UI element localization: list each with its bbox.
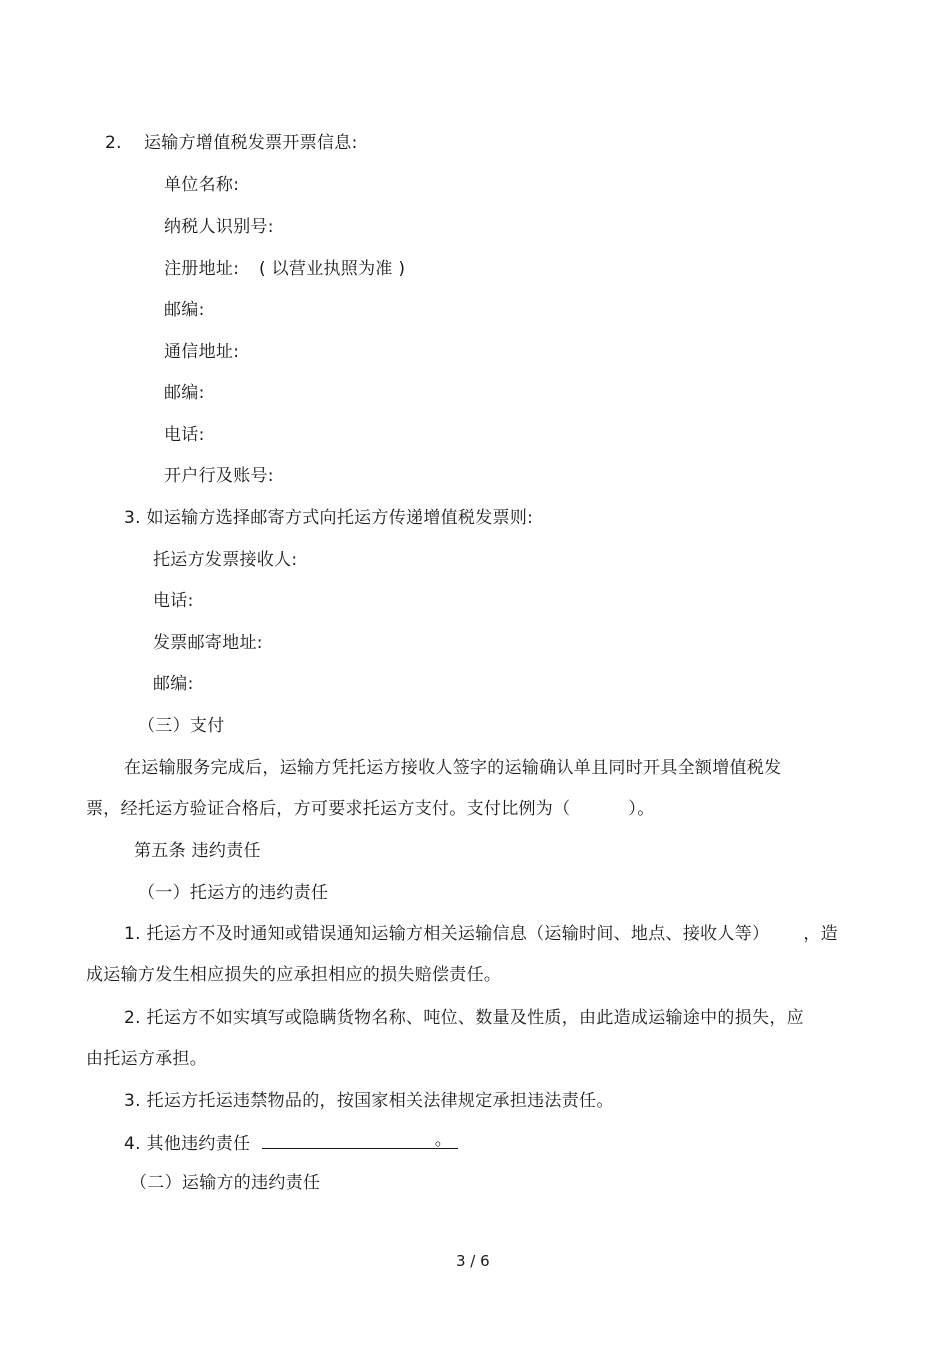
section2-heading-line [105,131,358,155]
article5-item2-line1: 2. 托运方不如实填写或隐瞒货物名称、吨位、数量及性质，由此造成运输途中的损失，应 [124,1008,804,1028]
field-postcode-1: 邮编: [164,300,205,320]
article5-sub1-heading: （一）托运方的违约责任 [138,883,329,903]
field-taxpayer-id: 纳税人识别号: [164,217,274,237]
payment-heading: （三）支付 [138,716,225,736]
article5-item4-line [124,1130,458,1156]
payment-para-line2-end: ）。 [628,799,655,819]
field-bank-account: 开户行及账号: [164,466,274,486]
section2-heading: 运输方增值税发票开票信息: [144,133,358,153]
registered-address-note: ( 以营业执照为准 ) [258,259,406,279]
field-recipient-phone: 电话: [153,591,194,611]
article5-item4-text: 4. 其他违约责任 [124,1134,251,1154]
article5-item3: 3. 托运方托运违禁物品的，按国家相关法律规定承担违法责任。 [124,1091,614,1111]
article5-item1-end: ，造 [803,924,838,944]
payment-para-line1: 在运输服务完成后，运输方凭托运方接收人签字的运输确认单且同时开具全额增值税发 [124,758,782,778]
field-postcode-2: 邮编: [164,383,205,403]
article5-sub2-heading: （二）运输方的违约责任 [130,1173,321,1193]
field-registered-address: 注册地址: [164,259,240,279]
section2-number: 2. [105,133,122,153]
payment-para-line2-text: 票，经托运方验证合格后，方可要求托运方支付。支付比例为（ [86,799,571,819]
article5-item1-line2: 成运输方发生相应损失的应承担相应的损失赔偿责任。 [86,965,502,985]
field-recipient-postcode: 邮编: [153,674,194,694]
field-phone: 电话: [164,425,205,445]
article5-item1-text: 1. 托运方不及时通知或错误通知运输方相关运输信息（运输时间、地点、接收人等） [124,924,770,944]
article5-item2-line2: 由托运方承担。 [86,1049,208,1069]
field-invoice-recipient: 托运方发票接收人: [153,550,298,570]
field-company-name: 单位名称: [164,175,240,195]
article5-item4-blank [262,1130,458,1149]
article5-item4-end: 。 [434,1130,453,1150]
article5-title: 第五条 违约责任 [134,841,261,861]
article5-item1-line1 [124,922,838,946]
field-registered-address-line [164,257,405,281]
payment-para-line2 [86,797,655,821]
section3-heading: 3. 如运输方选择邮寄方式向托运方传递增值税发票则: [124,508,534,528]
page-indicator: 3 / 6 [456,1252,490,1270]
field-invoice-mail-address: 发票邮寄地址: [153,633,263,653]
field-mailing-address: 通信地址: [164,342,240,362]
